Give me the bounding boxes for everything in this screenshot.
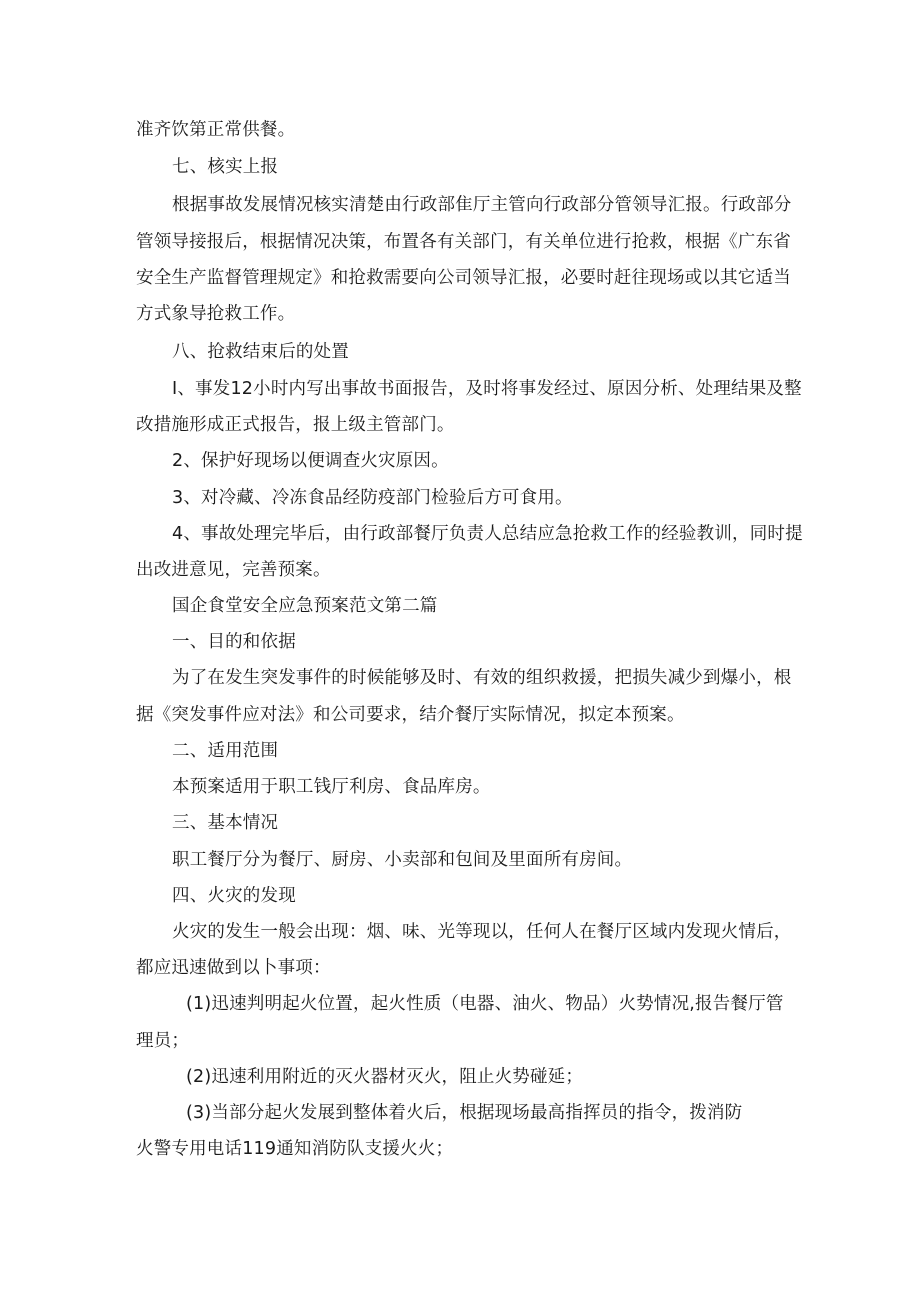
- section-heading: 四、火灾的发现: [172, 886, 296, 906]
- text-line: 准齐饮第正常供餐。: [136, 120, 296, 140]
- text-line: 安全生产监督管理规定》和抢救需要向公司领导汇报，必要时赶往现场或以其它适当: [136, 268, 791, 288]
- text-line: 理员；: [136, 1031, 190, 1051]
- text-line: 为了在发生突发事件的时候能够及时、有效的组织救援，把损失减少到爆小，根: [172, 668, 792, 688]
- section-heading: 三、基本情况: [172, 813, 279, 833]
- text-line: 3、对冷藏、冷冻食品经防疫部门检验后方可食用。: [172, 488, 573, 508]
- section-heading: 一、目的和依据: [172, 632, 296, 652]
- text-line: 本预案适用于职工钱厅利房、食品库房。: [172, 777, 491, 797]
- text-line: 管领导接报后，根据情况决策，布置各有关部门，有关单位进行抢救，根据《广东省: [136, 232, 791, 252]
- section-heading: 八、抢救结束后的处置: [172, 342, 349, 362]
- text-line: I、事发12小时内写出事故书面报告，及时将事发经过、原因分析、处理结果及整: [172, 379, 802, 399]
- text-line: 2、保护好现场以便调查火灾原因。: [172, 451, 449, 471]
- text-line: 都应迅速做到以卜事项：: [136, 958, 331, 978]
- text-line: (3)当部分起火发展到整体着火后，根据现场最高指挥员的指令，拨消防: [186, 1103, 743, 1123]
- document-title: 国企食堂安全应急预案范文第二篇: [172, 596, 438, 616]
- text-line: 改措施形成正式报告，报上级主管部门。: [136, 415, 455, 435]
- text-line: 出改进意见，完善预案。: [136, 560, 331, 580]
- text-line: 职工餐厅分为餐厅、厨房、小卖部和包间及里面所有房间。: [172, 850, 633, 870]
- text-line: (1)迅速判明起火位置，起火性质（电器、油火、物品）火势情况,报告餐厅管: [186, 994, 784, 1014]
- section-heading: 二、适用范围: [172, 741, 279, 761]
- section-heading: 七、核实上报: [172, 157, 279, 177]
- text-line: 火警专用电话119通知消防队支援火火；: [136, 1139, 454, 1159]
- text-line: 根据事故发展情况核实清楚由行政部隹厅主管向行政部分管领导汇报。行政部分: [172, 195, 792, 215]
- text-line: 据《突发事件应对法》和公司要求，结介餐厅实际情况，拟定本预案。: [136, 705, 685, 725]
- text-line: 方式象导抢救工作。: [136, 304, 296, 324]
- text-line: 火灾的发生一般会出现：烟、味、光等现以，任何人在餐厅区域内发现火情后，: [172, 922, 792, 942]
- text-line: (2)迅速利用附近的灭火器材灭火，阻止火势碰延；: [186, 1067, 584, 1087]
- text-line: 4、事故处理完毕后，由行政部餐厅负责人总结应急抢救工作的经验教训，同时提: [172, 524, 803, 544]
